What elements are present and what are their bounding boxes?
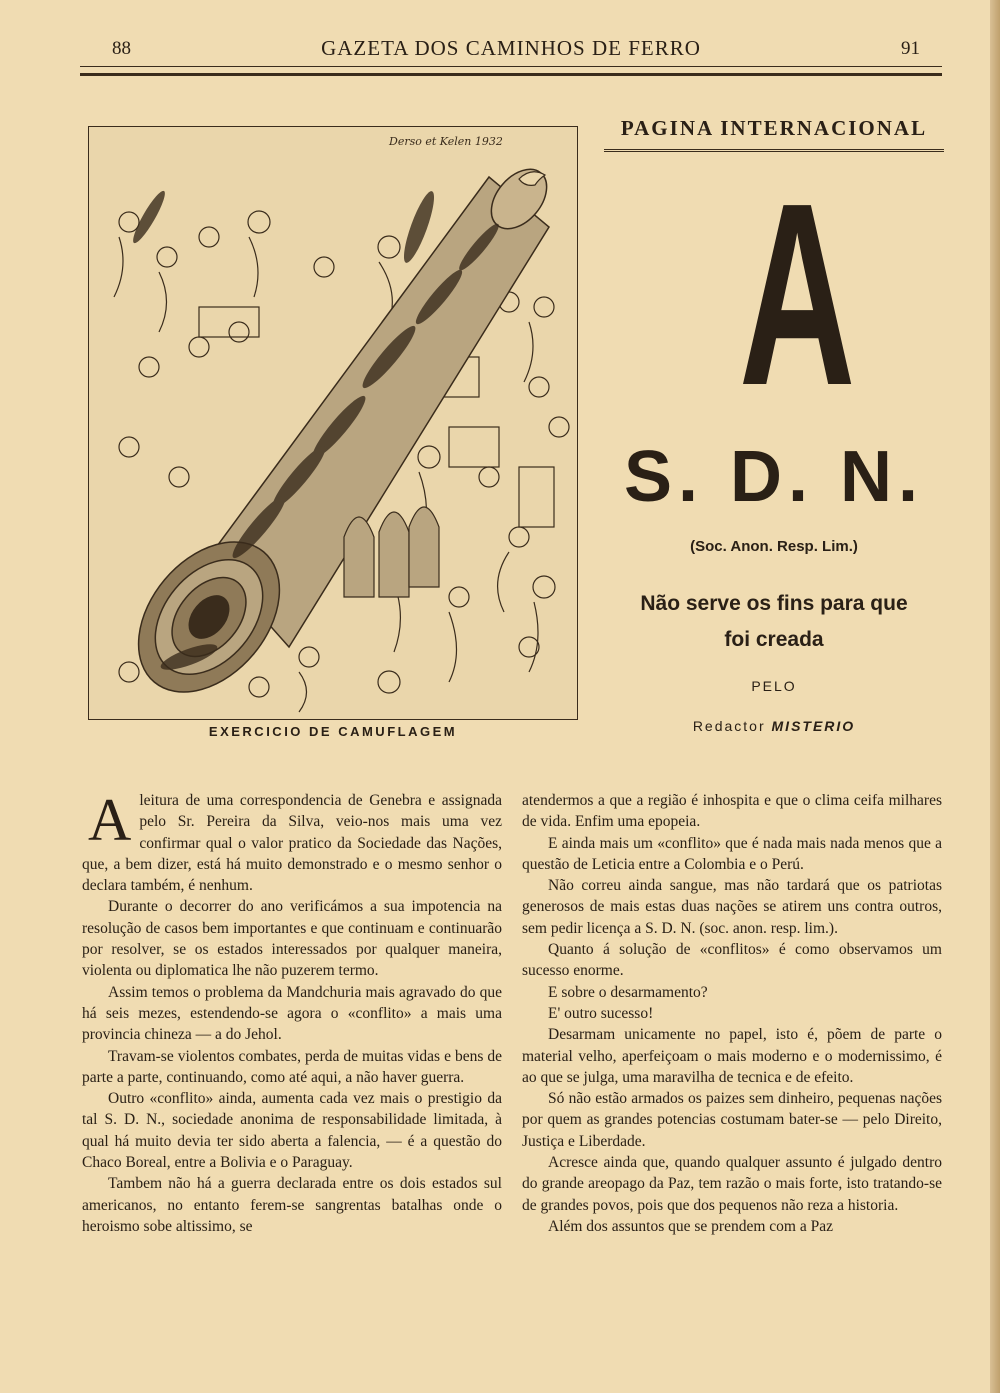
- paragraph: Durante o decorrer do ano verificámos a sua impotencia na resolução de casos bem importantes e que continuam e continuarão por resolver, se os estados interessados por qualquer maneira, violenta ou diplomatica lhe não puzerem termo.: [82, 898, 502, 980]
- page-edge: [990, 0, 1000, 1393]
- paragraph: Outro «conflito» ainda, aumenta cada vez mais o prestigio da tal S. D. N., sociedade anonima de responsabilidade limitada, à qual há muito devia ter sido aberta a falencia, — é a questão do Chaco Boreal, entre a Bolivia e o Paraguay.: [82, 1090, 502, 1172]
- paragraph: Tambem não há a guerra declarada entre os dois estados sul americanos, no entanto ferem-se sangrentas batalhas onde o heroismo sobe altissimo, se: [82, 1175, 502, 1235]
- big-title: S. D. N.: [623, 437, 925, 517]
- article-subtitle: [604, 586, 944, 658]
- paragraph: Desarmam unicamente no papel, isto é, põem de parte o material velho, aperfeiçoam o mais moderno e o modernissimo, é ao que se julga, uma maravilha de tecnica e de efeito.: [522, 1026, 942, 1086]
- paragraph: Só não estão armados os paizes sem dinheiro, pequenas nações por quem as grandes potencias costumam bater-se — pelo Direito, Justiça e Liberdade.: [522, 1090, 942, 1150]
- paragraph: Assim temos o problema da Mandchuria mais agravado do que há seis mezes, estendendo-se agora o «conflito» a mais uma provincia chineza — a do Jehol.: [82, 983, 502, 1044]
- page-header: [80, 34, 942, 74]
- paragraph: Travam-se violentos combates, perda de muitas vidas e bens de parte a parte, continuando, como até aqui, a não haver guerra.: [82, 1047, 502, 1086]
- paragraph: atendermos a que a região é inhospita e que o clima ceifa milhares de vida. Enfim uma epopeia.: [522, 792, 942, 831]
- cartoon-signature: Derso et Kelen 1932: [389, 135, 503, 148]
- byline-pelo: PELO: [751, 678, 797, 694]
- header-rule: [80, 66, 942, 76]
- paragraph: E ainda mais um «conflito» que é nada mais nada menos que a questão de Leticia entre a Colombia e o Perú.: [522, 834, 942, 873]
- subtitle-line-1: Não serve os fins para que: [640, 592, 908, 615]
- paragraph: Não correu ainda sangue, mas não tardará que os patriotas generosos de mais estas duas nações se atirem uns contra outros, sem pedir licença a S. D. N. (soc. anon. resp. lim.).: [522, 877, 942, 937]
- paragraph: Aleitura de uma correspondencia de Genebra e assignada pelo Sr. Pereira da Silva, veio-nos mais uma vez confirmar qual o valor pratico da Sociedade das Nações, que, a bem dizer, está há muito demonstrado e o mesmo senhor o declara também, é nenhum.: [82, 787, 502, 895]
- paragraph: E' outro sucesso!: [548, 1004, 654, 1022]
- page-number-right: 91: [901, 38, 920, 59]
- cartoon-caption: EXERCICIO DE CAMUFLAGEM: [208, 724, 458, 739]
- author-prefix: Redactor: [692, 718, 766, 734]
- paragraph: Quanto á solução de «conflitos» é como observamos um sucesso enorme.: [522, 941, 942, 980]
- cartoon-illustration: [88, 126, 578, 720]
- section-heading: PAGINA INTERNACIONAL: [604, 116, 944, 152]
- page-number-left: 88: [112, 38, 131, 59]
- section-header: [604, 116, 944, 152]
- journal-title: GAZETA DOS CAMINHOS DE FERRO: [321, 36, 701, 60]
- paragraph: Além dos assuntos que se prendem com a Paz: [548, 1217, 833, 1235]
- byline-author: [604, 718, 944, 734]
- author-name: MISTERIO: [771, 718, 856, 734]
- drop-cap: A: [88, 787, 132, 853]
- article-column-right: [522, 790, 942, 1237]
- paragraph: Acresce ainda que, quando qualquer assunto é julgado dentro do grande areopago da Paz, tem razão o mais forte, isto tratando-se de grandes povos, pois que dos pequenos não reza a historia.: [522, 1154, 942, 1214]
- subtitle-paren: (Soc. Anon. Resp. Lim.): [690, 538, 858, 555]
- article-column-left: [82, 787, 502, 1237]
- subtitle-line-2: foi creada: [724, 628, 824, 651]
- paragraph: E sobre o desarmamento?: [548, 983, 708, 1001]
- big-letter: A: [739, 150, 856, 440]
